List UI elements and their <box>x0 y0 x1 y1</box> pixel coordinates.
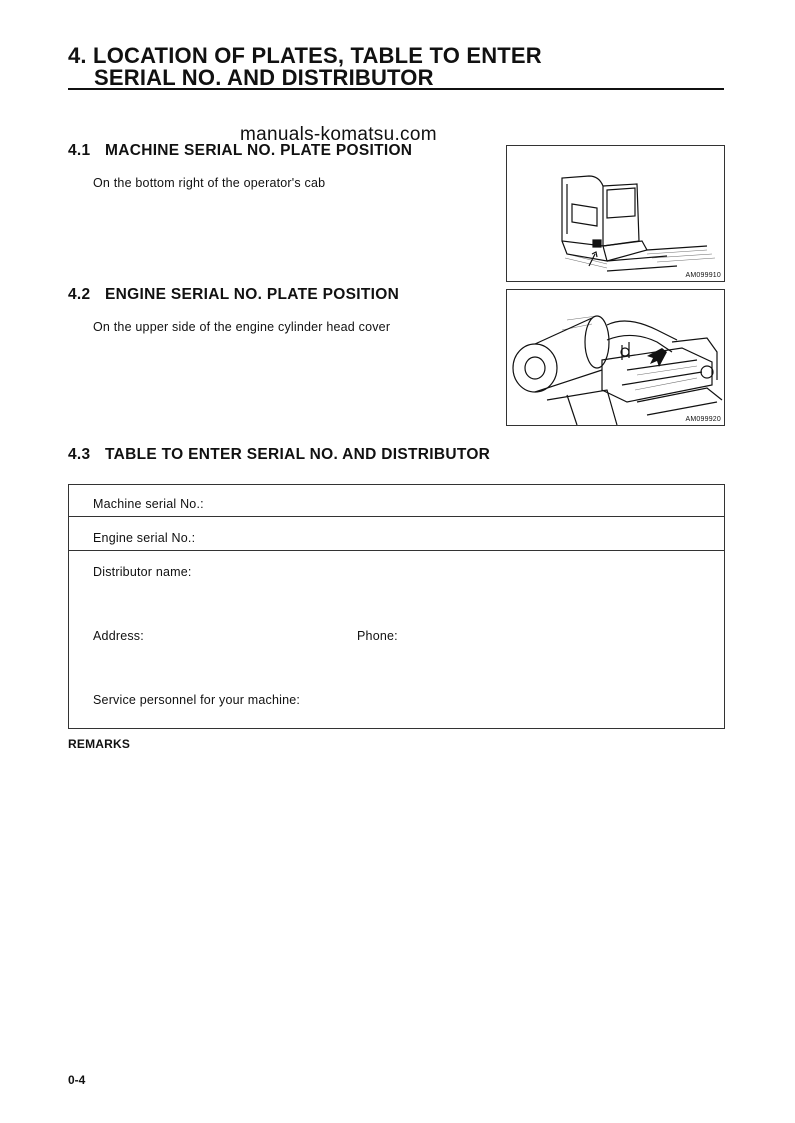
section-number: 4.1 <box>68 142 91 159</box>
distributor-block[interactable] <box>69 551 724 727</box>
section-title: ENGINE SERIAL NO. PLATE POSITION <box>105 286 400 303</box>
section-4-1-heading <box>68 142 412 160</box>
title-rule <box>68 88 724 90</box>
remarks-heading: REMARKS <box>68 737 131 751</box>
machine-serial-row[interactable] <box>69 485 724 517</box>
distributor-name-label: Distributor name: <box>93 565 192 579</box>
section-number: 4.2 <box>68 286 91 303</box>
page-number: 0-4 <box>68 1073 86 1087</box>
service-personnel-label: Service personnel for your machine: <box>93 693 301 707</box>
page-title-line-1: 4. LOCATION OF PLATES, TABLE TO ENTER <box>68 43 542 68</box>
serial-distributor-table <box>68 484 725 729</box>
page-title-line-2: SERIAL NO. AND DISTRIBUTOR <box>94 65 434 90</box>
section-title: TABLE TO ENTER SERIAL NO. AND DISTRIBUTOR <box>105 446 491 463</box>
section-4-2-heading <box>68 286 399 304</box>
section-number: 4.3 <box>68 446 91 463</box>
section-title: MACHINE SERIAL NO. PLATE POSITION <box>105 142 413 159</box>
section-4-1-text: On the bottom right of the operator's cab <box>93 176 326 190</box>
engine-serial-row[interactable] <box>69 517 724 551</box>
machine-plate-figure <box>506 145 725 282</box>
engine-illustration <box>507 290 724 425</box>
section-4-3-heading <box>68 446 490 464</box>
figure-label: AM099910 <box>685 272 721 279</box>
section-4-2-text: On the upper side of the engine cylinder head cover <box>93 320 391 334</box>
watermark: manuals-komatsu.com <box>240 124 437 145</box>
figure-label: AM099920 <box>685 416 721 423</box>
engine-serial-label: Engine serial No.: <box>93 531 196 545</box>
phone-label: Phone: <box>357 629 398 643</box>
cab-illustration <box>507 146 724 281</box>
machine-serial-label: Machine serial No.: <box>93 497 204 511</box>
address-label: Address: <box>93 629 144 643</box>
engine-plate-figure <box>506 289 725 426</box>
